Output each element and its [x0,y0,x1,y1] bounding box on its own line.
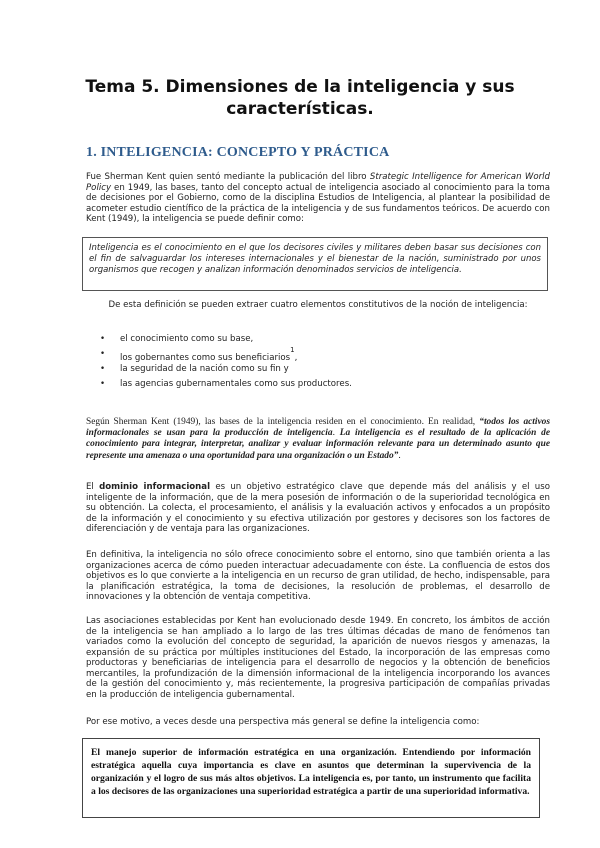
paragraph-6: Por ese motivo, a veces desde una perspectiva más general se define la inteligencia como: [86,717,480,727]
paragraph-2 [86,417,550,462]
elements-list [96,332,352,392]
list-item-text: la seguridad de la nación como su fin y [120,364,289,374]
elements-intro: De esta definición se pueden extraer cuatro elementos constitutivos de la noción de inteligencia: [108,300,528,310]
bullet-icon: • [100,364,106,374]
title-line-2: características. [226,99,374,119]
bullet-icon: • [100,334,106,344]
paragraph-2-text-a: Según Sherman Kent (1949), las bases de la inteligencia residen en el conocimiento. En realidad, [86,417,480,427]
paragraph-1-text-b: en 1949, las bases, tanto del concepto actual de inteligencia asociado al conocimiento para la toma de decisiones por el Gobierno, como de la disciplina Estudios de Inteligencia, al plantear la posibilidad de acometer estudio científico de la práctica de la inteligencia y de sus fundamentos teóricos. De acuerdo con Kent (1949), la inteligencia se puede definir como: [86,182,550,224]
paragraph-3-text-c: es un objetivo estratégico clave que depende más del análisis y el uso inteligente de la información, que de la mera posesión de información o de la superioridad tecnológica en su obtención. La colecta, el procesamiento, el análisis y la evaluación activos y enfocados a un propósito de la información y el conocimiento y su efectiva utilización por gestores y decisores son los factores de diferenciación y de ventaja para las organizaciones. [86,482,550,534]
paragraph-3-term: dominio informacional [99,482,211,492]
bullet-icon: • [100,379,106,389]
definition-quote: Inteligencia es el conocimiento en el que los decisores civiles y militares deben basar sus decisiones con el fin de salvaguardar los intereses internacionales y el bienestar de la nación, suministrado por unos organismos que recogen y analizan información denominados servicios de inteligencia. [89,243,541,275]
bullet-icon: • [100,349,106,359]
definition-quote-box [82,237,548,291]
title-line-1: Tema 5. Dimensiones de la inteligencia y sus [85,77,515,97]
list-item [96,332,352,347]
paragraph-2-quote-b: La inteligencia es el resultado de la aplicación de conocimiento para integrar, interpretar, analizar y evaluar información relevante para un determinado asunto que represente una amenaza o una oportunidad para una organización o un Estado” [86,428,551,461]
paragraph-4: En definitiva, la inteligencia no sólo ofrece conocimiento sobre el entorno, sino que también orienta a las organizaciones acerca de cómo pueden interactuar adecuadamente con éste. La confluencia de estos dos objetivos es lo que convierte a la inteligencia en un recurso de gran utilidad, de hecho, indispensable, para la planificación estratégica, la toma de decisiones, la resolución de problemas, el desarrollo de innovaciones y la obtención de ventaja competitiva. [86,550,550,602]
paragraph-5: Las asociaciones establecidas por Kent han evolucionado desde 1949. En concreto, los ámbitos de acción de la inteligencia se han ampliado a lo largo de las tres últimas décadas de mano de fenómenos tan variados como la evolución del concepto de seguridad, la aparición de nuevos riesgos y amenazas, la expansión de su práctica por múltiples instituciones del Estado, la incorporación de las empresas como productoras y beneficiarias de inteligencia para el desarrollo de negocios y la obtención de beneficios mercantiles, la profundización de la dimensión informacional de la inteligencia incorporando los avances de la gestión del conocimiento y, más recientemente, la progresiva participación de compañías privadas en la producción de inteligencia gubernamental. [86,616,550,700]
list-item [96,362,352,377]
paragraph-1 [86,172,550,225]
footnote-ref[interactable]: 1 [290,346,295,354]
list-item [96,377,352,392]
general-definition-quote: El manejo superior de información estratégica en una organización. Entendiendo por información estratégica aquella cuya importancia es clave en asuntos que determinan la supervivencia de la organización y el logro de sus más altos objetivos. La inteligencia es, por tanto, un instrumento que facilita a los decisores de las organizaciones una superioridad estratégica a partir de una superioridad informativa. [91,747,531,797]
paragraph-2-text-c: . [332,428,340,439]
list-item [96,347,352,362]
list-item-text: las agencias gubernamentales como sus productores. [120,379,352,389]
paragraph-1-text-a: Fue Sherman Kent quien sentó mediante la publicación del libro [86,172,370,182]
general-definition-box [82,738,540,818]
list-item-text: el conocimiento como su base, [120,334,254,344]
list-item-text: los gobernantes como sus beneficiarios [120,352,291,363]
paragraph-2-quote-a: “todos los activos informacionales se usan para la producción de inteligencia [86,417,550,439]
paragraph-3 [86,482,550,535]
list-item-punct: , [294,352,298,363]
paragraph-3-text-a: El [86,482,100,492]
page-title [60,76,540,120]
book-title: Strategic Intelligence for American World Policy [86,172,550,193]
paragraph-2-text-e: . [398,450,401,461]
section-heading: 1. INTELIGENCIA: CONCEPTO Y PRÁCTICA [86,145,390,160]
